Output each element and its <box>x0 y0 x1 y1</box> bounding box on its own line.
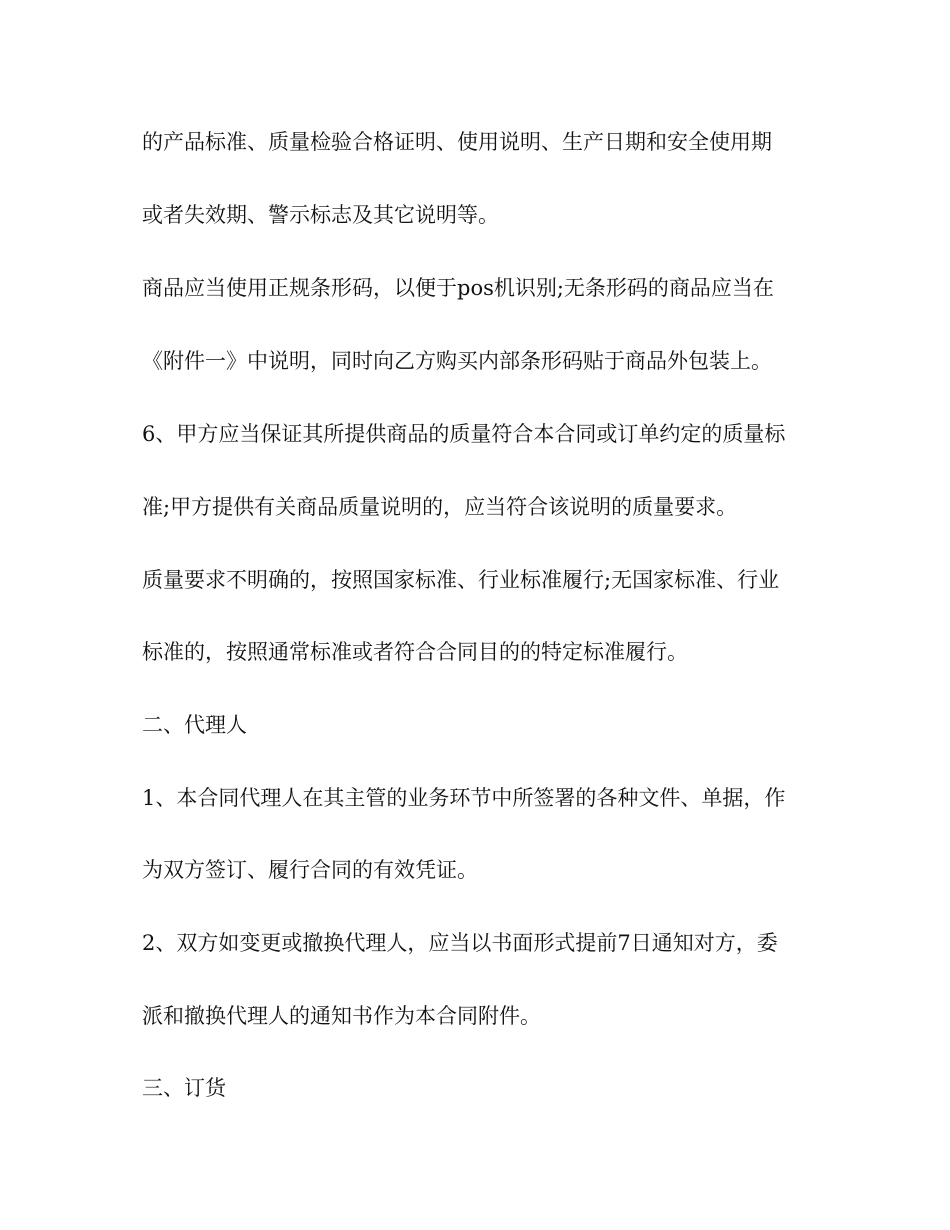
paragraph-line: 或者失效期、警示标志及其它说明等。 <box>142 203 499 227</box>
section-heading: 三、订货 <box>142 1076 226 1100</box>
paragraph-line: 《附件一》中说明，同时向乙方购买内部条形码贴于商品外包装上。 <box>142 349 772 373</box>
paragraph-line: 6、甲方应当保证其所提供商品的质量符合本合同或订单约定的质量标 <box>142 422 786 446</box>
paragraph-line: 标准的，按照通常标准或者符合合同目的的特定标准履行。 <box>142 640 688 664</box>
paragraph-line: 2、双方如变更或撤换代理人，应当以书面形式提前7日通知对方，委 <box>142 931 778 955</box>
paragraph-line: 的产品标准、质量检验合格证明、使用说明、生产日期和安全使用期 <box>142 130 772 154</box>
paragraph-line: 准;甲方提供有关商品质量说明的，应当符合该说明的质量要求。 <box>142 495 738 519</box>
paragraph-line: 质量要求不明确的，按照国家标准、行业标准履行;无国家标准、行业 <box>142 568 780 592</box>
paragraph-line: 为双方签订、履行合同的有效凭证。 <box>142 858 478 882</box>
paragraph-line: 商品应当使用正规条形码，以便于pos机识别;无条形码的商品应当在 <box>142 276 774 300</box>
section-heading: 二、代理人 <box>142 713 247 737</box>
paragraph-line: 派和撤换代理人的通知书作为本合同附件。 <box>142 1004 541 1028</box>
paragraph-line: 1、本合同代理人在其主管的业务环节中所签署的各种文件、单据，作 <box>142 786 786 810</box>
